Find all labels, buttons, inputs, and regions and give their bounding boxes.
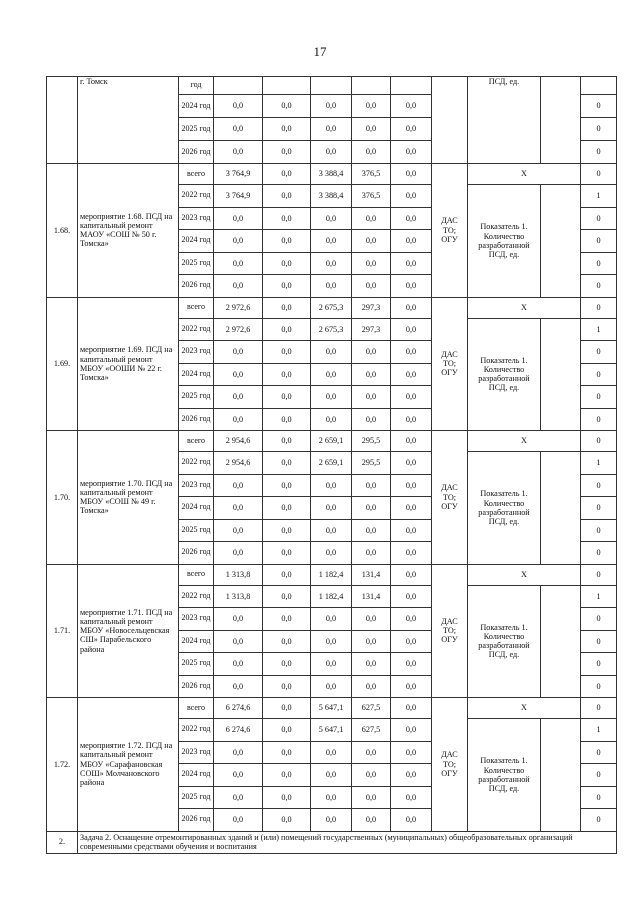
amount-cell: 0,0 [214,653,263,676]
plan-cell: 0 [581,431,617,452]
amount-cell: 0,0 [391,585,432,608]
year-cell: 2026 год [179,542,214,565]
amount-cell: 0,0 [311,386,352,409]
amount-cell: 0,0 [352,341,391,364]
amount-cell: 0,0 [263,519,311,542]
plan-cell: 0 [581,297,617,318]
plan-cell: 0 [581,408,617,431]
x-cell [541,318,581,431]
table-row [47,431,617,452]
amount-cell: 0,0 [311,786,352,809]
total-label: всего [179,164,214,185]
amount-cell: 0,0 [391,764,432,787]
x-cell [541,185,581,298]
year-cell: 2022 год [179,585,214,608]
amount-cell: 0,0 [391,542,432,565]
amount-cell: 0,0 [214,230,263,253]
measure-name: мероприятие 1.69. ПСД на капитальный ремонт МБОУ «ООШИ № 22 г. Томска» [78,297,179,431]
amount-cell [391,77,432,95]
amount-cell: 0,0 [391,230,432,253]
amount-cell: 0,0 [311,497,352,520]
amount-cell: 0,0 [352,275,391,298]
indicator-cell: Показатель 1. Количество разработанной ПСД, ед. [468,185,541,298]
amount-cell: 0,0 [214,786,263,809]
amount-cell: 0,0 [263,809,311,832]
amount-cell: 295,5 [352,431,391,452]
amount-cell: 6 274,6 [214,719,263,742]
amount-cell: 0,0 [391,164,432,185]
amount-cell: 0,0 [214,542,263,565]
amount-cell: 0,0 [391,452,432,475]
table-row [47,164,617,185]
table-row [47,297,617,318]
amount-cell: 627,5 [352,698,391,719]
amount-cell: 0,0 [391,386,432,409]
plan-cell: 0 [581,741,617,764]
year-cell: 2025 год [179,252,214,275]
amount-cell: 0,0 [311,675,352,698]
amount-cell: 2 972,6 [214,318,263,341]
plan-cell: 1 [581,452,617,475]
amount-cell: 0,0 [263,141,311,164]
amount-cell: 2 675,3 [311,297,352,318]
amount-cell [352,77,391,95]
amount-cell: 0,0 [311,474,352,497]
amount-cell: 131,4 [352,585,391,608]
year-cell: 2023 год [179,341,214,364]
total-x: X [468,297,581,318]
plan-cell [581,77,617,95]
year-cell: 2026 год [179,408,214,431]
executor-cell: ДАС ТО; ОГУ [432,698,468,832]
amount-cell: 1 182,4 [311,585,352,608]
amount-cell: 0,0 [311,630,352,653]
amount-cell: 3 764,9 [214,164,263,185]
plan-cell: 0 [581,809,617,832]
amount-cell: 0,0 [311,252,352,275]
amount-cell: 0,0 [311,275,352,298]
year-cell: 2022 год [179,185,214,208]
amount-cell: 0,0 [214,141,263,164]
amount-cell: 297,3 [352,318,391,341]
amount-cell: 0,0 [214,497,263,520]
amount-cell: 0,0 [352,809,391,832]
amount-cell: 0,0 [263,698,311,719]
amount-cell: 3 388,4 [311,164,352,185]
amount-cell: 0,0 [391,719,432,742]
amount-cell: 0,0 [391,252,432,275]
year-cell: 2026 год [179,675,214,698]
x-cell [541,585,581,698]
amount-cell: 0,0 [263,452,311,475]
amount-cell: 0,0 [263,497,311,520]
amount-cell: 0,0 [391,341,432,364]
amount-cell: 0,0 [214,809,263,832]
plan-cell: 0 [581,386,617,409]
table-row [47,831,617,853]
amount-cell: 0,0 [352,497,391,520]
amount-cell: 0,0 [214,408,263,431]
amount-cell: 0,0 [352,386,391,409]
plan-cell: 0 [581,341,617,364]
amount-cell: 0,0 [263,207,311,230]
x-cell [541,452,581,565]
amount-cell: 0,0 [214,519,263,542]
total-x: X [468,164,581,185]
measure-index: 1.69. [47,297,78,431]
amount-cell: 0,0 [263,386,311,409]
amount-cell: 0,0 [214,95,263,118]
amount-cell: 0,0 [311,95,352,118]
amount-cell: 0,0 [391,431,432,452]
measure-index: 1.70. [47,431,78,565]
amount-cell: 0,0 [263,585,311,608]
amount-cell: 0,0 [311,141,352,164]
amount-cell: 0,0 [214,207,263,230]
plan-cell: 0 [581,608,617,631]
measure-index: 1.72. [47,698,78,832]
amount-cell: 0,0 [352,474,391,497]
plan-cell: 0 [581,497,617,520]
amount-cell: 0,0 [214,764,263,787]
amount-cell: 0,0 [263,608,311,631]
amount-cell: 0,0 [214,252,263,275]
amount-cell: 0,0 [391,786,432,809]
amount-cell: 0,0 [352,786,391,809]
amount-cell: 0,0 [214,118,263,141]
amount-cell: 0,0 [311,230,352,253]
amount-cell: 0,0 [391,519,432,542]
measure-index: 1.68. [47,164,78,298]
amount-cell: 0,0 [263,764,311,787]
plan-cell: 0 [581,230,617,253]
amount-cell: 0,0 [214,630,263,653]
amount-cell: 0,0 [263,185,311,208]
amount-cell: 376,5 [352,164,391,185]
amount-cell: 0,0 [391,741,432,764]
measure-name: мероприятие 1.68. ПСД на капитальный ремонт МАОУ «СОШ № 50 г. Томска» [78,164,179,298]
amount-cell: 295,5 [352,452,391,475]
amount-cell: 6 274,6 [214,698,263,719]
total-label: всего [179,564,214,585]
total-x: X [468,698,581,719]
amount-cell: 1 182,4 [311,564,352,585]
amount-cell: 0,0 [263,653,311,676]
amount-cell: 0,0 [311,118,352,141]
measure-name: мероприятие 1.71. ПСД на капитальный ремонт МБОУ «Новосельцевская СШ» Парабельского района [78,564,179,698]
amount-cell: 0,0 [263,719,311,742]
plan-cell: 0 [581,252,617,275]
amount-cell: 0,0 [311,741,352,764]
year-cell: 2025 год [179,786,214,809]
x-cell [541,719,581,832]
amount-cell: 0,0 [391,297,432,318]
measures-table [46,76,617,854]
amount-cell: 0,0 [391,118,432,141]
amount-cell: 0,0 [352,630,391,653]
amount-cell [214,77,263,95]
plan-cell: 0 [581,95,617,118]
amount-cell: 0,0 [214,608,263,631]
amount-cell: 0,0 [391,95,432,118]
year-cell: 2024 год [179,497,214,520]
plan-cell: 0 [581,207,617,230]
year-cell: 2025 год [179,118,214,141]
indicator-cell: ПСД, ед. [468,77,541,164]
amount-cell: 0,0 [352,141,391,164]
amount-cell: 0,0 [263,408,311,431]
year-cell: 2026 год [179,141,214,164]
executor-cell [432,77,468,164]
year-cell: 2023 год [179,474,214,497]
amount-cell: 0,0 [391,608,432,631]
plan-cell: 0 [581,519,617,542]
year-cell: 2024 год [179,363,214,386]
plan-cell: 0 [581,630,617,653]
page-number: 17 [313,44,327,59]
year-cell: 2026 год [179,275,214,298]
measure-index: 1.71. [47,564,78,698]
plan-cell: 0 [581,164,617,185]
executor-cell: ДАС ТО; ОГУ [432,164,468,298]
amount-cell: 0,0 [263,474,311,497]
amount-cell: 0,0 [263,786,311,809]
amount-cell: 0,0 [352,118,391,141]
plan-cell: 0 [581,542,617,565]
amount-cell: 0,0 [391,698,432,719]
measure-name: мероприятие 1.70. ПСД на капитальный ремонт МБОУ «СОШ № 49 г. Томска» [78,431,179,565]
amount-cell: 0,0 [311,363,352,386]
amount-cell: 0,0 [263,341,311,364]
amount-cell: 0,0 [311,341,352,364]
year-cell: 2025 год [179,519,214,542]
amount-cell: 0,0 [391,363,432,386]
plan-cell: 0 [581,764,617,787]
amount-cell: 0,0 [263,164,311,185]
amount-cell: 2 972,6 [214,297,263,318]
amount-cell: 0,0 [352,764,391,787]
indicator-cell: Показатель 1. Количество разработанной ПСД, ед. [468,585,541,698]
year-cell: 2023 год [179,207,214,230]
amount-cell: 0,0 [352,95,391,118]
amount-cell: 0,0 [352,252,391,275]
amount-cell: 3 764,9 [214,185,263,208]
year-cell: 2024 год [179,764,214,787]
amount-cell: 0,0 [263,630,311,653]
plan-cell: 0 [581,564,617,585]
amount-cell: 2 675,3 [311,318,352,341]
plan-cell: 0 [581,653,617,676]
amount-cell: 0,0 [263,318,311,341]
amount-cell: 0,0 [352,653,391,676]
year-cell: 2022 год [179,719,214,742]
amount-cell: 0,0 [311,764,352,787]
amount-cell: 0,0 [391,564,432,585]
amount-cell: 0,0 [352,519,391,542]
plan-cell: 0 [581,118,617,141]
amount-cell: 0,0 [352,608,391,631]
amount-cell: 0,0 [391,675,432,698]
table-row [47,698,617,719]
amount-cell: 376,5 [352,185,391,208]
year-cell: 2024 год [179,630,214,653]
amount-cell: 0,0 [391,408,432,431]
amount-cell [311,77,352,95]
amount-cell: 2 954,6 [214,431,263,452]
amount-cell: 3 388,4 [311,185,352,208]
amount-cell: 0,0 [263,252,311,275]
year-cell: год [179,77,214,95]
amount-cell: 0,0 [311,653,352,676]
plan-cell: 1 [581,719,617,742]
amount-cell: 0,0 [352,542,391,565]
total-label: всего [179,698,214,719]
task-text: Задача 2. Оснащение отремонтированных зданий и (или) помещений государственных (муниципальных) общеобразовательных организаций современными средствами обучения и воспитания [78,831,617,853]
year-cell: 2025 год [179,653,214,676]
amount-cell: 0,0 [263,275,311,298]
plan-cell: 0 [581,698,617,719]
year-cell: 2024 год [179,95,214,118]
total-label: всего [179,297,214,318]
amount-cell: 297,3 [352,297,391,318]
amount-cell: 0,0 [311,408,352,431]
amount-cell: 2 954,6 [214,452,263,475]
amount-cell: 0,0 [311,608,352,631]
measure-name: г. Томск [78,77,179,164]
amount-cell: 0,0 [214,363,263,386]
amount-cell: 0,0 [263,431,311,452]
measure-name: мероприятие 1.72. ПСД на капитальный ремонт МБОУ «Сарафановская СОШ» Молчановского района [78,698,179,832]
amount-cell: 0,0 [352,363,391,386]
amount-cell: 1 313,8 [214,585,263,608]
amount-cell: 0,0 [391,653,432,676]
amount-cell: 0,0 [391,630,432,653]
total-label: всего [179,431,214,452]
amount-cell: 1 313,8 [214,564,263,585]
plan-cell: 0 [581,141,617,164]
amount-cell: 0,0 [263,95,311,118]
plan-cell: 0 [581,363,617,386]
amount-cell: 627,5 [352,719,391,742]
plan-cell: 1 [581,185,617,208]
year-cell: 2022 год [179,318,214,341]
amount-cell [263,77,311,95]
amount-cell: 0,0 [263,741,311,764]
table-row [47,77,617,95]
amount-cell: 0,0 [214,474,263,497]
amount-cell: 0,0 [391,141,432,164]
amount-cell: 0,0 [214,386,263,409]
executor-cell: ДАС ТО; ОГУ [432,564,468,698]
year-cell: 2022 год [179,452,214,475]
indicator-cell: Показатель 1. Количество разработанной ПСД, ед. [468,452,541,565]
plan-cell: 0 [581,675,617,698]
total-x: X [468,431,581,452]
amount-cell: 0,0 [263,297,311,318]
amount-cell: 0,0 [263,564,311,585]
amount-cell: 5 647,1 [311,698,352,719]
indicator-cell: Показатель 1. Количество разработанной ПСД, ед. [468,318,541,431]
amount-cell: 0,0 [391,185,432,208]
plan-cell: 0 [581,786,617,809]
amount-cell: 0,0 [214,675,263,698]
table-row [47,564,617,585]
amount-cell: 0,0 [263,675,311,698]
year-cell: 2024 год [179,230,214,253]
amount-cell: 0,0 [391,275,432,298]
indicator-cell: Показатель 1. Количество разработанной ПСД, ед. [468,719,541,832]
amount-cell: 0,0 [263,363,311,386]
amount-cell: 0,0 [263,118,311,141]
year-cell: 2025 год [179,386,214,409]
amount-cell: 0,0 [352,741,391,764]
amount-cell: 0,0 [311,207,352,230]
amount-cell: 0,0 [311,519,352,542]
executor-cell: ДАС ТО; ОГУ [432,297,468,431]
amount-cell: 0,0 [352,675,391,698]
amount-cell: 0,0 [391,474,432,497]
amount-cell: 0,0 [214,275,263,298]
amount-cell: 0,0 [391,207,432,230]
amount-cell: 0,0 [391,318,432,341]
plan-cell: 1 [581,318,617,341]
year-cell: 2026 год [179,809,214,832]
plan-cell: 0 [581,275,617,298]
amount-cell: 0,0 [263,230,311,253]
amount-cell: 5 647,1 [311,719,352,742]
index-cell [47,77,78,164]
plan-cell: 1 [581,585,617,608]
amount-cell: 0,0 [391,497,432,520]
plan-cell: 0 [581,474,617,497]
amount-cell: 0,0 [352,207,391,230]
amount-cell: 0,0 [352,230,391,253]
year-cell: 2023 год [179,741,214,764]
amount-cell: 2 659,1 [311,452,352,475]
amount-cell: 0,0 [311,809,352,832]
amount-cell: 0,0 [352,408,391,431]
amount-cell: 131,4 [352,564,391,585]
amount-cell: 0,0 [214,341,263,364]
amount-cell: 2 659,1 [311,431,352,452]
total-x: X [468,564,581,585]
amount-cell: 0,0 [311,542,352,565]
executor-cell: ДАС ТО; ОГУ [432,431,468,565]
amount-cell: 0,0 [263,542,311,565]
amount-cell: 0,0 [391,809,432,832]
x-cell [541,77,581,164]
amount-cell: 0,0 [214,741,263,764]
task-index: 2. [47,831,78,853]
year-cell: 2023 год [179,608,214,631]
